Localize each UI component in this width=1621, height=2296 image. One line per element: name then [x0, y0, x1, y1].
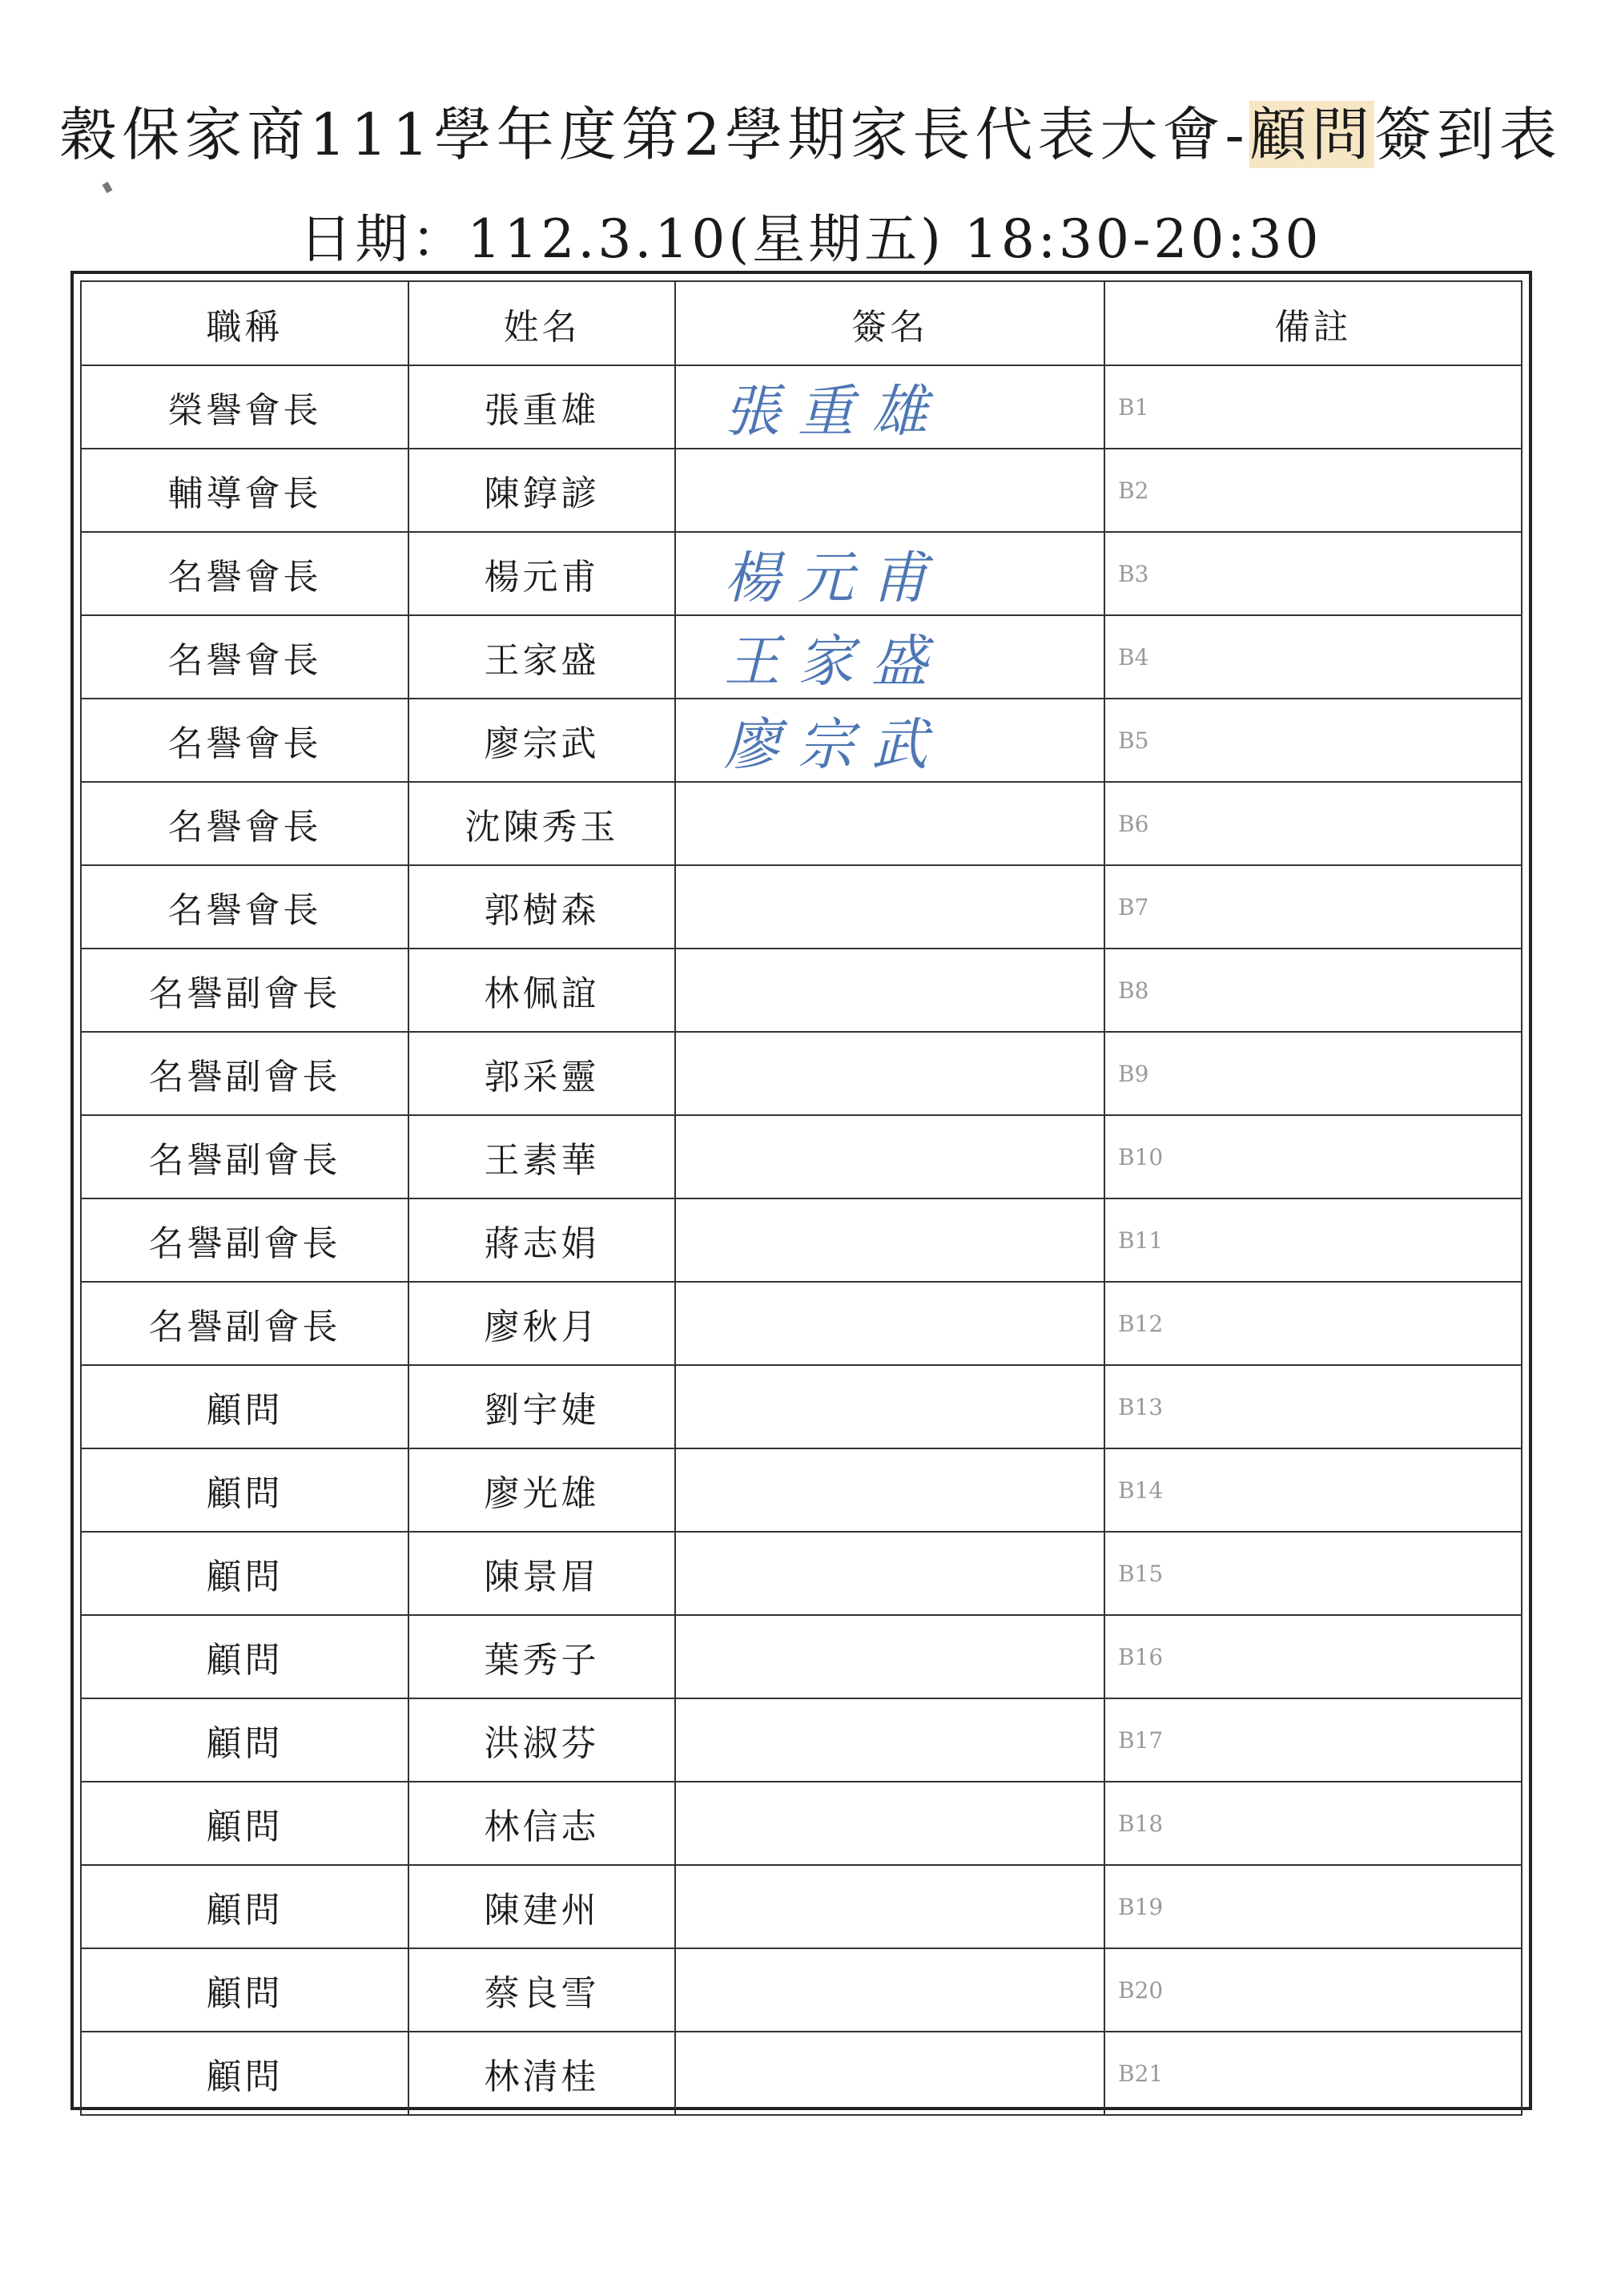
cell-name: 廖光雄 — [408, 1448, 675, 1532]
cell-name: 洪淑芬 — [408, 1698, 675, 1782]
table-row — [81, 1948, 1522, 2032]
cell-signature — [675, 2032, 1104, 2115]
table-row — [81, 1448, 1522, 1532]
cell-title: 顧問 — [81, 1615, 408, 1698]
cell-title: 名譽副會長 — [81, 1115, 408, 1198]
cell-note: B1 — [1104, 365, 1522, 449]
cell-name: 葉秀子 — [408, 1615, 675, 1698]
cell-name: 林佩誼 — [408, 949, 675, 1032]
handwritten-signature: 王家盛 — [724, 628, 945, 695]
cell-name: 張重雄 — [408, 365, 675, 449]
table-row — [81, 449, 1522, 532]
cell-title: 顧問 — [81, 1532, 408, 1615]
sign-in-table — [80, 280, 1522, 2116]
table-row — [81, 1865, 1522, 1948]
cell-signature — [675, 1115, 1104, 1198]
table-row — [81, 1782, 1522, 1865]
title-prefix: 穀保家商111學年度第2學期家長代表大會- — [59, 101, 1249, 168]
cell-signature — [675, 865, 1104, 949]
cell-signature — [675, 532, 1104, 615]
cell-signature — [675, 1032, 1104, 1115]
cell-signature — [675, 949, 1104, 1032]
cell-note: B21 — [1104, 2032, 1522, 2115]
cell-note: B19 — [1104, 1865, 1522, 1948]
cell-title: 名譽會長 — [81, 782, 408, 865]
cell-note: B8 — [1104, 949, 1522, 1032]
cell-signature — [675, 1698, 1104, 1782]
title-highlight: 顧問 — [1249, 101, 1374, 168]
title-suffix: 簽到表 — [1374, 101, 1562, 168]
header-name: 姓名 — [408, 281, 675, 365]
cell-name: 王家盛 — [408, 615, 675, 699]
cell-title: 名譽副會長 — [81, 1032, 408, 1115]
cell-name: 郭采靈 — [408, 1032, 675, 1115]
cell-title: 顧問 — [81, 1782, 408, 1865]
cell-note: B16 — [1104, 1615, 1522, 1698]
cell-signature — [675, 699, 1104, 782]
cell-title: 顧問 — [81, 1365, 408, 1448]
cell-note: B2 — [1104, 449, 1522, 532]
cell-name: 郭樹森 — [408, 865, 675, 949]
cell-signature — [675, 782, 1104, 865]
cell-signature — [675, 1865, 1104, 1948]
cell-signature — [675, 1448, 1104, 1532]
cell-title: 名譽會長 — [81, 615, 408, 699]
cell-signature — [675, 365, 1104, 449]
sign-in-table-frame — [70, 271, 1532, 2110]
table-row — [81, 1532, 1522, 1615]
handwritten-signature: 楊元甫 — [724, 545, 945, 611]
cell-signature — [675, 1282, 1104, 1365]
cell-title: 榮譽會長 — [81, 365, 408, 449]
cell-note: B17 — [1104, 1698, 1522, 1782]
table-row — [81, 532, 1522, 615]
table-row — [81, 1698, 1522, 1782]
cell-note: B13 — [1104, 1365, 1522, 1448]
table-row — [81, 1365, 1522, 1448]
handwritten-signature: 張重雄 — [724, 378, 945, 445]
cell-name: 蔣志娟 — [408, 1198, 675, 1282]
cell-note: B9 — [1104, 1032, 1522, 1115]
cell-title: 顧問 — [81, 1948, 408, 2032]
cell-title: 名譽副會長 — [81, 1282, 408, 1365]
cell-signature — [675, 449, 1104, 532]
table-row — [81, 1032, 1522, 1115]
cell-title: 輔導會長 — [81, 449, 408, 532]
cell-title: 顧問 — [81, 1698, 408, 1782]
cell-note: B4 — [1104, 615, 1522, 699]
cell-note: B12 — [1104, 1282, 1522, 1365]
cell-note: B6 — [1104, 782, 1522, 865]
cell-note: B11 — [1104, 1198, 1522, 1282]
table-row — [81, 949, 1522, 1032]
header-title: 職稱 — [81, 281, 408, 365]
cell-name: 陳建州 — [408, 1865, 675, 1948]
cell-title: 顧問 — [81, 2032, 408, 2115]
cell-note: B15 — [1104, 1532, 1522, 1615]
cell-note: B10 — [1104, 1115, 1522, 1198]
header-note: 備註 — [1104, 281, 1522, 365]
cell-note: B20 — [1104, 1948, 1522, 2032]
cell-name: 劉宇婕 — [408, 1365, 675, 1448]
cell-name: 王素華 — [408, 1115, 675, 1198]
table-row — [81, 365, 1522, 449]
cell-title: 名譽副會長 — [81, 949, 408, 1032]
cell-signature — [675, 1948, 1104, 2032]
table-header-row — [81, 281, 1522, 365]
cell-name: 蔡良雪 — [408, 1948, 675, 2032]
cell-note: B18 — [1104, 1782, 1522, 1865]
cell-title: 顧問 — [81, 1448, 408, 1532]
cell-note: B3 — [1104, 532, 1522, 615]
cell-title: 名譽副會長 — [81, 1198, 408, 1282]
date-line: 日期：112.3.10(星期五) 18:30-20:30 — [299, 208, 1322, 270]
cell-title: 名譽會長 — [81, 532, 408, 615]
handwritten-signature: 廖宗武 — [724, 711, 945, 778]
cell-signature — [675, 1532, 1104, 1615]
table-row — [81, 1115, 1522, 1198]
header-signature: 簽名 — [675, 281, 1104, 365]
cell-name: 楊元甫 — [408, 532, 675, 615]
cell-title: 名譽會長 — [81, 699, 408, 782]
table-body — [81, 365, 1522, 2115]
cell-name: 林信志 — [408, 1782, 675, 1865]
cell-title: 顧問 — [81, 1865, 408, 1948]
cell-name: 陳錞諺 — [408, 449, 675, 532]
table-row — [81, 865, 1522, 949]
cell-name: 林清桂 — [408, 2032, 675, 2115]
table-row — [81, 699, 1522, 782]
cell-note: B7 — [1104, 865, 1522, 949]
table-row — [81, 1198, 1522, 1282]
cell-signature — [675, 615, 1104, 699]
table-row — [81, 2032, 1522, 2115]
cell-signature — [675, 1615, 1104, 1698]
table-row — [81, 1282, 1522, 1365]
cell-signature — [675, 1365, 1104, 1448]
cell-name: 廖宗武 — [408, 699, 675, 782]
cell-note: B14 — [1104, 1448, 1522, 1532]
cell-name: 陳景眉 — [408, 1532, 675, 1615]
table-row — [81, 782, 1522, 865]
scan-speck — [103, 182, 113, 193]
cell-signature — [675, 1782, 1104, 1865]
cell-name: 廖秋月 — [408, 1282, 675, 1365]
page-title — [0, 88, 1621, 171]
table-row — [81, 615, 1522, 699]
cell-note: B5 — [1104, 699, 1522, 782]
table-row — [81, 1615, 1522, 1698]
cell-signature — [675, 1198, 1104, 1282]
cell-title: 名譽會長 — [81, 865, 408, 949]
cell-name: 沈陳秀玉 — [408, 782, 675, 865]
